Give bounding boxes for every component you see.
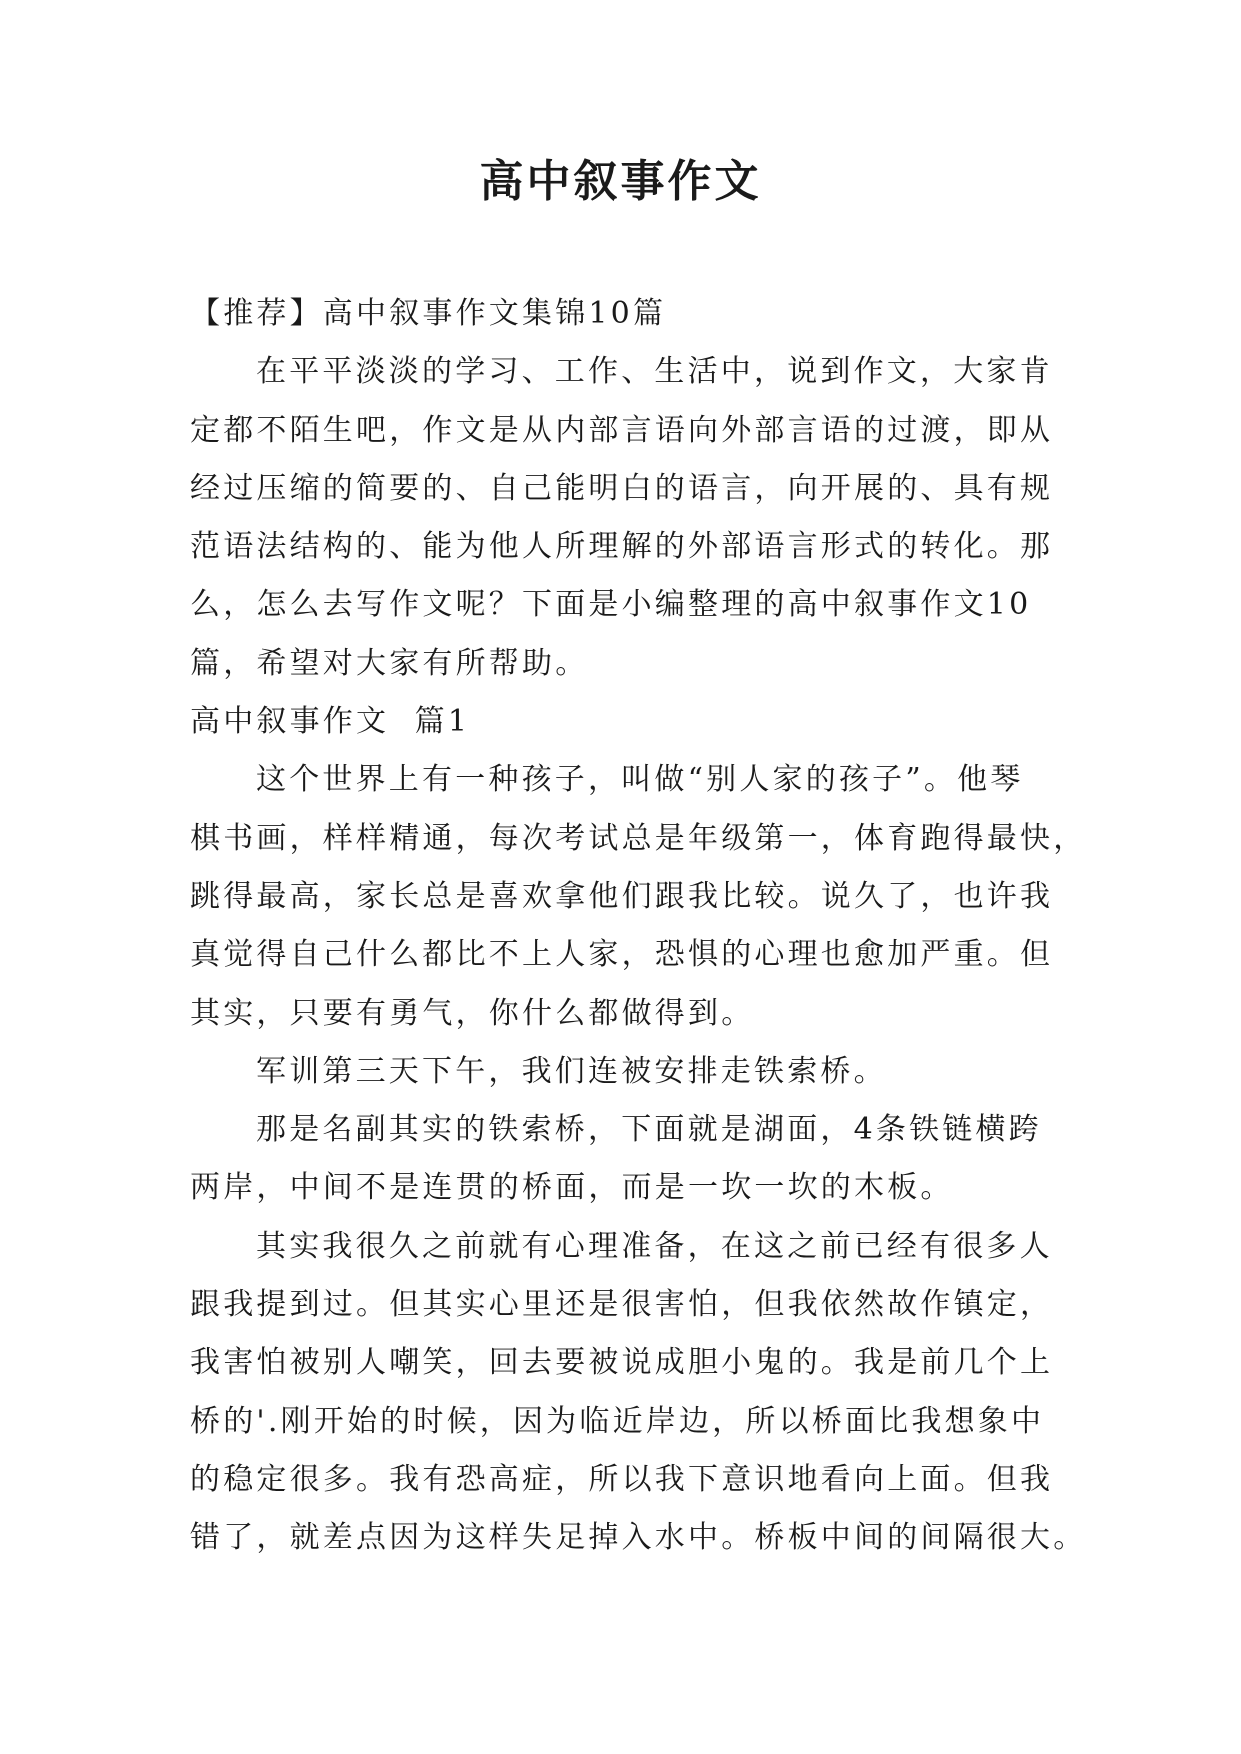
section-heading: 高中叙事作文 篇1 [190,704,471,740]
story-line: 两岸，中间不是连贯的桥面，而是一坎一坎的木板。 [190,1170,954,1206]
intro-line: 经过压缩的简要的、自己能明白的语言，向开展的、具有规 [190,470,1054,506]
story-line: 跟我提到过。但其实心里还是很害怕，但我依然故作镇定， [190,1287,1054,1323]
document-title: 高中叙事作文 [479,156,762,207]
intro-line: 在平平淡淡的学习、工作、生活中，说到作文，大家肯 [256,354,1053,390]
story-line: 棋书画，样样精通，每次考试总是年级第一，体育跑得最快， [190,820,1087,856]
story-line: 桥的'.刚开始的时候，因为临近岸边，所以桥面比我想象中 [190,1403,1045,1439]
story-line: 的稳定很多。我有恐高症，所以我下意识地看向上面。但我 [190,1461,1054,1497]
intro-line: 么，怎么去写作文呢？下面是小编整理的高中叙事作文10 [190,587,1032,623]
story-line: 其实我很久之前就有心理准备，在这之前已经有很多人 [256,1228,1053,1264]
story-line: 我害怕被别人嘲笑，回去要被说成胆小鬼的。我是前几个上 [190,1345,1054,1381]
document-body [190,285,1087,1568]
intro-paragraph [190,343,1060,693]
intro-line: 篇，希望对大家有所帮助。 [190,645,589,681]
story-line: 跳得最高，家长总是喜欢拿他们跟我比较。说久了，也许我 [190,878,1054,914]
story-line: 其实，只要有勇气，你什么都做得到。 [190,995,755,1031]
story-paragraph: 军训第三天下午，我们连被安排走铁索桥。 [256,1053,887,1089]
document-subtitle: 【推荐】高中叙事作文集锦10篇 [190,296,667,331]
intro-line: 定都不陌生吧，作文是从内部言语向外部言语的过渡，即从 [190,412,1054,448]
story-line: 那是名副其实的铁索桥，下面就是湖面，4条铁链横跨 [256,1112,1042,1148]
story-line: 真觉得自己什么都比不上人家，恐惧的心理也愈加严重。但 [190,937,1054,973]
story-paragraph [190,1101,1060,1218]
story-line: 这个世界上有一种孩子，叫做“别人家的孩子”。他琴 [256,762,1024,798]
story-paragraph [190,1218,1087,1568]
story-paragraph [190,751,1087,1042]
story-line: 错了，就差点因为这样失足掉入水中。桥板中间的间隔很大。 [190,1520,1087,1556]
intro-line: 范语法结构的、能为他人所理解的外部语言形式的转化。那 [190,529,1054,565]
